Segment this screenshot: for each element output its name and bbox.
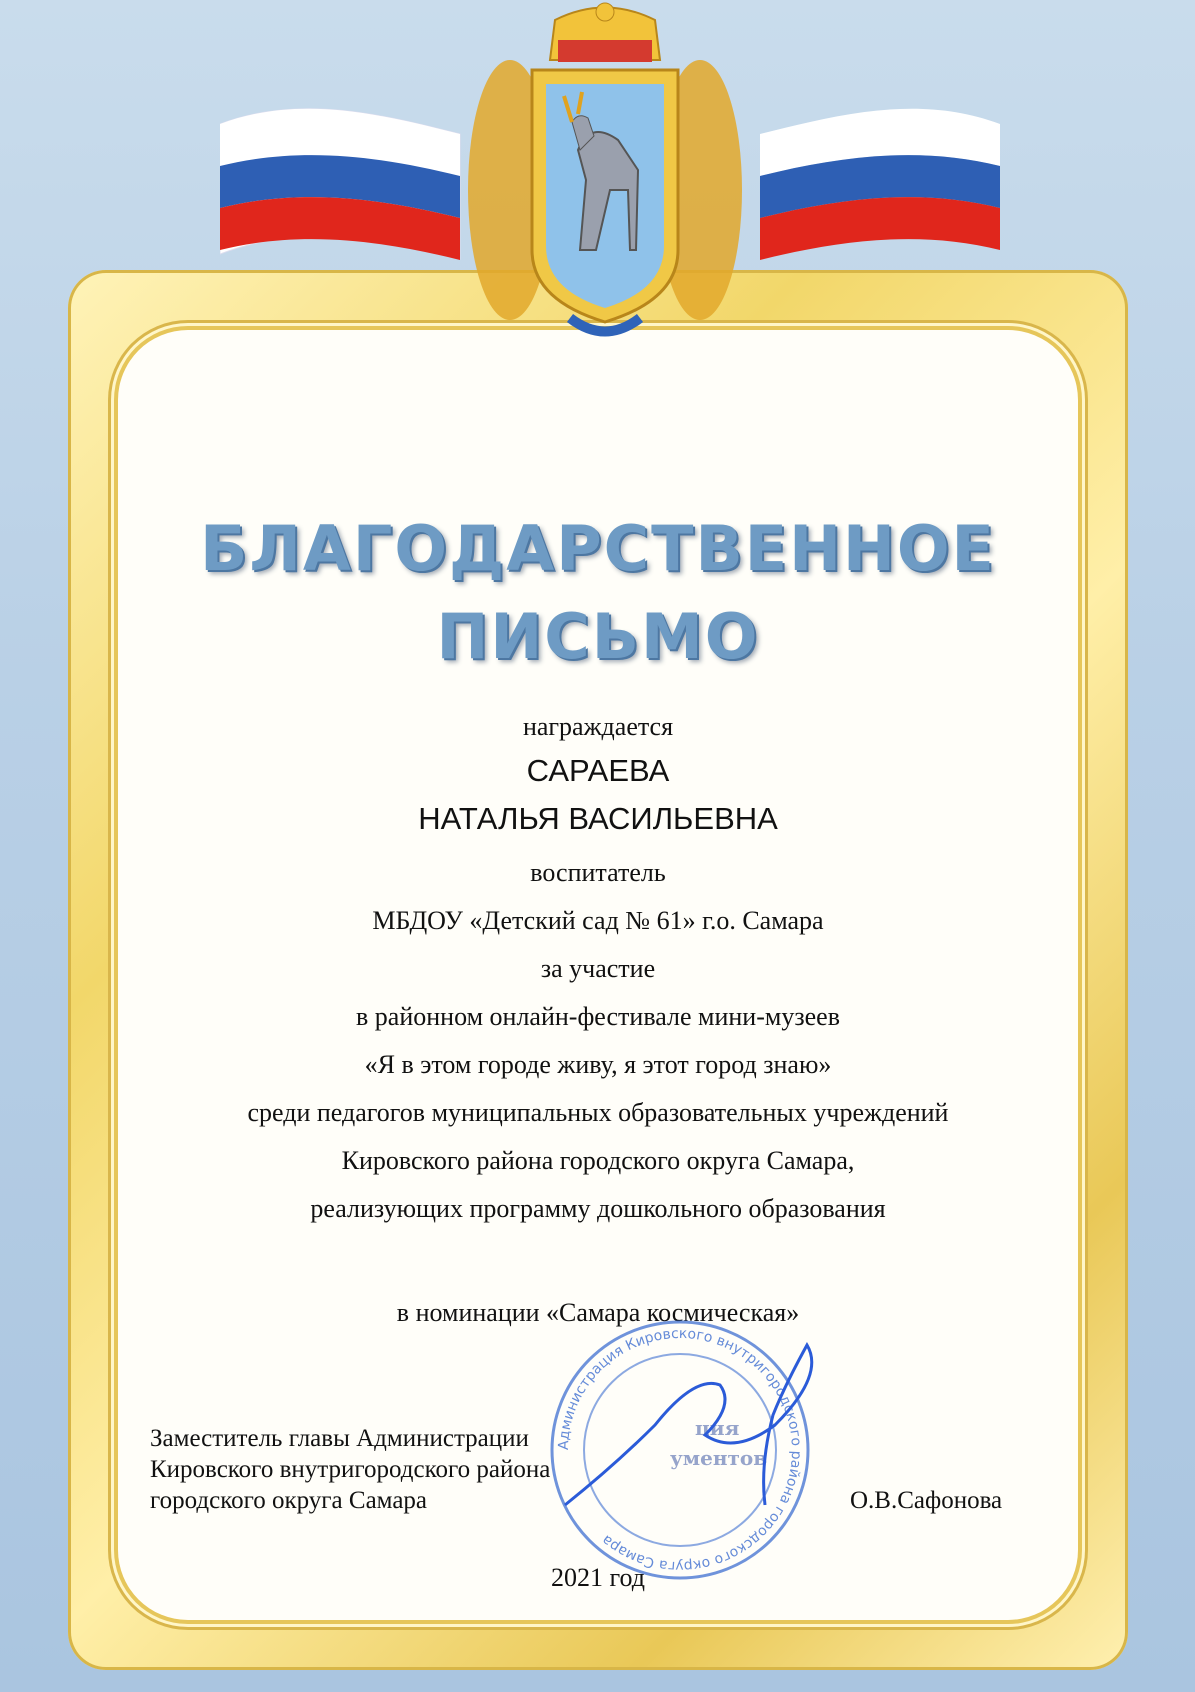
event-line-2: «Я в этом городе живу, я этот город знаю» bbox=[364, 1050, 832, 1079]
stamp-center-line-2: ументов bbox=[670, 1446, 768, 1470]
stamp-center-line-1: ция bbox=[695, 1416, 740, 1440]
samara-coat-of-arms-icon bbox=[460, 0, 750, 360]
recipient-position: воспитатель bbox=[530, 858, 666, 887]
signature-title-line-1: Заместитель главы Администрации bbox=[150, 1425, 529, 1452]
title-line-2: ПИСЬМО bbox=[436, 600, 760, 673]
recipient-given-names: НАТАЛЬЯ ВАСИЛЬЕВНА bbox=[418, 801, 778, 836]
signature-title-line-2: Кировского внутригородского района bbox=[150, 1456, 551, 1483]
award-reason: за участие bbox=[540, 954, 656, 983]
recipient-surname: САРАЕВА bbox=[526, 753, 670, 788]
audience-line-3: реализующих программу дошкольного образования bbox=[310, 1194, 886, 1223]
stamp-ring-text: Администрация Кировского внутригородского района городского округа Самара bbox=[555, 1325, 805, 1575]
audience-line-2: Кировского района городского округа Самара, bbox=[341, 1146, 855, 1175]
recipient-organization: МБДОУ «Детский сад № 61» г.о. Самара bbox=[372, 906, 824, 935]
signature-title-line-3: городского округа Самара bbox=[150, 1487, 428, 1514]
award-intro: награждается bbox=[522, 712, 674, 741]
year: 2021 год bbox=[551, 1563, 645, 1592]
signer-name: О.В.Сафонова bbox=[850, 1487, 1003, 1514]
nomination: в номинации «Самара космическая» bbox=[396, 1298, 800, 1327]
audience-line-1: среди педагогов муниципальных образовательных учреждений bbox=[247, 1098, 949, 1127]
event-line-1: в районном онлайн-фестивале мини-музеев bbox=[356, 1002, 840, 1031]
official-stamp bbox=[545, 1315, 815, 1585]
title-line-1: БЛАГОДАРСТВЕННОЕ bbox=[200, 512, 996, 585]
